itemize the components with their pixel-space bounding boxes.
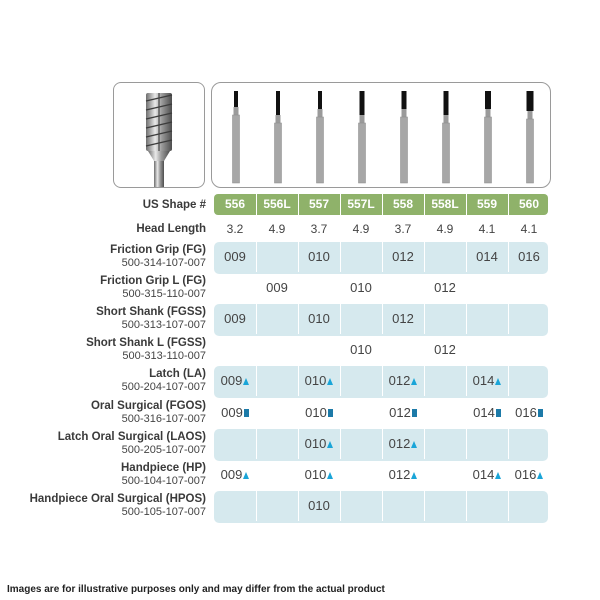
table-cell xyxy=(298,498,340,513)
cell-value: 009 xyxy=(266,280,288,296)
column-divider xyxy=(424,429,425,459)
column-divider xyxy=(382,491,383,521)
cell-value: 012 xyxy=(389,404,411,420)
table-cell xyxy=(424,342,466,357)
cell-value: 016 xyxy=(515,404,537,420)
table-cell xyxy=(466,249,508,264)
cell-value: 010 xyxy=(350,342,372,358)
head-length-value: 3.2 xyxy=(226,222,244,236)
table-cell xyxy=(214,405,256,420)
header-divider xyxy=(508,194,509,215)
table-cell xyxy=(382,311,424,326)
table-cell xyxy=(466,467,508,482)
column-divider xyxy=(340,242,341,272)
column-divider xyxy=(508,304,509,334)
square-icon xyxy=(496,409,501,417)
cell-value: 012 xyxy=(392,249,414,264)
table-cell xyxy=(382,436,424,451)
triangle-icon xyxy=(411,441,417,448)
cell-value: 012 xyxy=(392,311,414,327)
column-divider xyxy=(466,429,467,459)
row-band xyxy=(214,304,548,336)
table-cell xyxy=(298,373,340,388)
cell-value: 012 xyxy=(388,466,411,482)
triangle-icon xyxy=(495,378,501,385)
table-cell xyxy=(382,249,424,264)
cell-value: 014 xyxy=(472,373,495,389)
square-icon xyxy=(328,409,333,417)
column-divider xyxy=(340,304,341,334)
cell-value: 012 xyxy=(434,280,456,296)
triangle-icon xyxy=(243,472,249,479)
cell-value: 010 xyxy=(304,466,327,482)
bur-shape-557L xyxy=(359,91,366,183)
bur-shape-558L xyxy=(443,91,450,183)
table-cell xyxy=(214,467,256,482)
cell-value: 016 xyxy=(518,249,540,264)
head-length-value: 3.7 xyxy=(394,222,412,236)
row-title: Friction Grip (FG) xyxy=(110,244,206,256)
column-divider xyxy=(340,366,341,396)
us-shape-label: US Shape # xyxy=(142,199,206,211)
product-photo xyxy=(113,82,205,188)
bur-shape-557 xyxy=(317,91,324,183)
table-cell xyxy=(298,405,340,420)
head-length-label: Head Length xyxy=(136,223,206,235)
head-length-value: 4.9 xyxy=(352,222,370,236)
cell-value: 009 xyxy=(220,466,243,482)
bur-shape-556 xyxy=(233,91,240,183)
shape-header-558L: 558L xyxy=(431,197,459,211)
column-divider xyxy=(256,429,257,459)
table-cell xyxy=(298,436,340,451)
cell-value: 014 xyxy=(473,404,495,420)
column-divider xyxy=(508,491,509,521)
column-divider xyxy=(424,366,425,396)
row-title: Latch (LA) xyxy=(149,368,206,381)
header-divider xyxy=(466,194,467,215)
cell-value: 012 xyxy=(388,373,411,389)
table-cell xyxy=(298,249,340,264)
cell-value: 010 xyxy=(304,373,327,389)
header-divider xyxy=(298,194,299,215)
row-title: Friction Grip L (FG) xyxy=(100,275,206,288)
cell-value: 009 xyxy=(224,311,246,327)
row-title: Short Shank L (FGSS) xyxy=(86,337,206,350)
head-length-value: 4.1 xyxy=(478,222,496,236)
row-title: Oral Surgical (FGOS) xyxy=(90,399,206,412)
triangle-icon xyxy=(411,472,417,479)
column-divider xyxy=(424,242,425,272)
shape-header-557L: 557L xyxy=(347,197,375,211)
table-cell xyxy=(466,405,508,420)
shape-header-557: 557 xyxy=(308,197,330,211)
shape-header-559: 559 xyxy=(476,197,498,211)
bur-closeup-image xyxy=(114,83,204,187)
cell-value: 010 xyxy=(308,311,330,327)
header-divider xyxy=(424,194,425,215)
table-cell xyxy=(382,405,424,420)
bur-shape-556L xyxy=(275,91,282,183)
cell-value: 009 xyxy=(221,404,243,420)
triangle-icon xyxy=(537,472,543,479)
table-cell xyxy=(508,249,550,264)
table-cell xyxy=(340,342,382,357)
table-cell xyxy=(508,405,550,420)
triangle-icon xyxy=(243,378,249,385)
row-part-number: 500-313-110-007 xyxy=(122,350,206,363)
table-cell xyxy=(424,280,466,295)
triangle-icon xyxy=(327,472,333,479)
cell-value: 009 xyxy=(220,373,243,389)
cell-value: 016 xyxy=(514,466,537,482)
table-cell xyxy=(256,280,298,295)
cell-value: 010 xyxy=(350,280,372,296)
cell-value: 014 xyxy=(472,466,495,482)
head-length-value: 4.9 xyxy=(268,222,286,236)
square-icon xyxy=(244,409,249,417)
column-divider xyxy=(424,304,425,334)
table-cell xyxy=(466,373,508,388)
head-length-value: 3.7 xyxy=(310,222,328,236)
row-part-number: 500-316-107-007 xyxy=(121,412,206,425)
table-cell xyxy=(214,373,256,388)
column-divider xyxy=(466,491,467,521)
bur-shape-558 xyxy=(401,91,408,183)
bur-shape-560 xyxy=(527,91,534,183)
shape-header-556L: 556L xyxy=(263,197,291,211)
column-divider xyxy=(508,429,509,459)
row-title: Handpiece Oral Surgical (HPOS) xyxy=(29,492,206,505)
shape-header-558: 558 xyxy=(392,197,414,211)
cell-value: 014 xyxy=(476,249,498,264)
cell-value: 010 xyxy=(308,497,330,513)
table-cell xyxy=(214,249,256,264)
header-divider xyxy=(256,194,257,215)
column-divider xyxy=(256,491,257,521)
row-part-number: 500-315-110-007 xyxy=(122,288,206,301)
row-part-number: 500-204-107-007 xyxy=(121,381,206,394)
table-cell xyxy=(382,373,424,388)
cell-value: 010 xyxy=(305,404,327,420)
row-part-number: 500-104-107-007 xyxy=(121,474,206,487)
column-divider xyxy=(256,366,257,396)
head-length-value: 4.1 xyxy=(520,222,538,236)
table-cell xyxy=(382,467,424,482)
column-divider xyxy=(340,429,341,459)
table-cell xyxy=(508,467,550,482)
disclaimer-text: Images are for illustrative purposes only and may differ from the actual product xyxy=(7,584,385,595)
shape-header-560: 560 xyxy=(518,197,540,211)
row-title: Short Shank (FGSS) xyxy=(96,306,206,319)
row-title: Latch Oral Surgical (LAOS) xyxy=(57,430,206,443)
shape-header-556: 556 xyxy=(224,197,246,211)
header-divider xyxy=(382,194,383,215)
column-divider xyxy=(508,366,509,396)
head-length-value: 4.9 xyxy=(436,222,454,236)
header-divider xyxy=(340,194,341,215)
column-divider xyxy=(424,491,425,521)
cell-value: 012 xyxy=(434,342,456,358)
row-part-number: 500-205-107-007 xyxy=(121,443,206,456)
column-divider xyxy=(466,304,467,334)
triangle-icon xyxy=(327,441,333,448)
cell-value: 009 xyxy=(224,249,246,264)
row-part-number: 500-105-107-007 xyxy=(121,505,206,518)
table-cell xyxy=(340,280,382,295)
bur-silhouettes xyxy=(212,83,550,187)
row-band xyxy=(214,429,548,461)
column-divider xyxy=(256,304,257,334)
row-title: Handpiece (HP) xyxy=(121,461,206,474)
square-icon xyxy=(538,409,543,417)
square-icon xyxy=(412,409,417,417)
column-divider xyxy=(256,242,257,272)
cell-value: 012 xyxy=(388,435,411,451)
cell-value: 010 xyxy=(308,249,330,264)
table-cell xyxy=(298,467,340,482)
bur-shapes-panel xyxy=(211,82,551,188)
table-cell xyxy=(214,311,256,326)
row-band xyxy=(214,491,548,523)
triangle-icon xyxy=(411,378,417,385)
cell-value: 010 xyxy=(304,435,327,451)
row-part-number: 500-314-107-007 xyxy=(121,257,206,269)
row-part-number: 500-313-107-007 xyxy=(121,319,206,332)
triangle-icon xyxy=(327,378,333,385)
triangle-icon xyxy=(495,472,501,479)
bur-shape-559 xyxy=(485,91,492,183)
column-divider xyxy=(340,491,341,521)
table-cell xyxy=(298,311,340,326)
